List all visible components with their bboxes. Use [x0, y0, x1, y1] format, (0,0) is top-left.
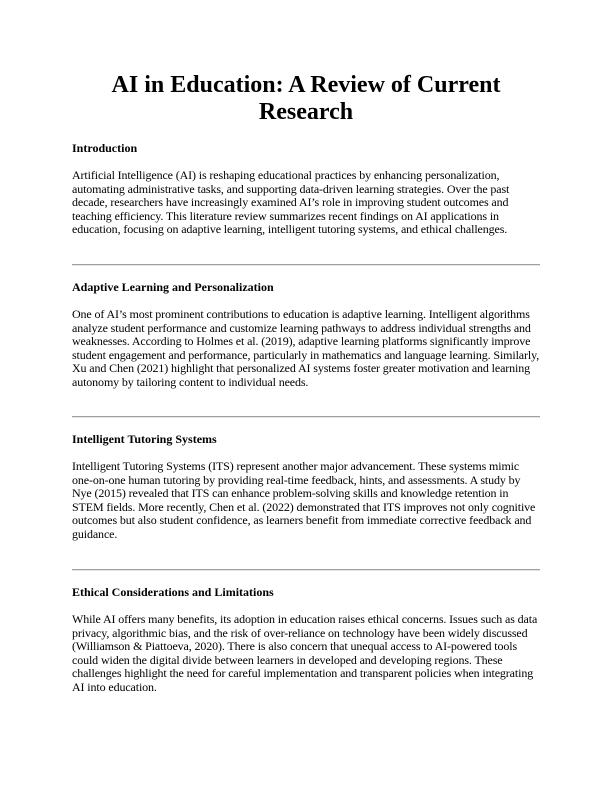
section-heading: Introduction [72, 141, 138, 155]
document-title: AI in Education: A Review of Current Research [111, 72, 501, 125]
section-introduction [72, 141, 540, 237]
section-intelligent-tutoring [72, 432, 540, 541]
section-paragraph: While AI offers many benefits, its adoption in education raises ethical concerns. Issues such as data privacy, algorithmic bias, and the risk of over-reliance on technology have been widely discussed (Williamson & Piattoeva, 2020). There is also concern that unequal access to AI-powered tools could widen the digital divide between learners in developed and developing regions. These challenges highlight the need for careful implementation and transparent policies when integrating AI into education. [72, 612, 538, 694]
section-paragraph: One of AI’s most prominent contributions to education is adaptive learning. Intelligent algorithms analyze student performance and customize learning pathways to address individual strengths and weaknesses. According to Holmes et al. (2019), adaptive learning platforms significantly improve student engagement and performance, particularly in mathematics and language learning. Similarly, Xu and Chen (2021) highlight that personalized AI systems foster greater motivation and learning autonomy by tailoring content to individual needs. [72, 307, 540, 389]
section-divider [72, 416, 540, 418]
section-divider [72, 569, 540, 571]
section-divider [72, 264, 540, 266]
section-heading: Ethical Considerations and Limitations [72, 585, 274, 599]
section-adaptive-learning [72, 280, 540, 389]
section-heading: Adaptive Learning and Personalization [72, 280, 274, 294]
section-heading: Intelligent Tutoring Systems [72, 432, 217, 446]
section-paragraph: Intelligent Tutoring Systems (ITS) represent another major advancement. These systems mimic one-on-one human tutoring by providing real-time feedback, hints, and assessments. A study by Nye (2015) revealed that ITS can enhance problem-solving skills and knowledge retention in STEM fields. More recently, Chen et al. (2022) demonstrated that ITS improves not only cognitive outcomes but also student confidence, as learners benefit from immediate corrective feedback and guidance. [72, 459, 536, 541]
section-ethical-considerations [72, 585, 540, 694]
section-paragraph: Artificial Intelligence (AI) is reshaping educational practices by enhancing personalization, automating administrative tasks, and supporting data-driven learning strategies. Over the past decade, researchers have increasingly examined AI’s role in improving student outcomes and teaching efficiency. This literature review summarizes recent findings on AI applications in education, focusing on adaptive learning, intelligent tutoring systems, and ethical challenges. [72, 168, 510, 236]
